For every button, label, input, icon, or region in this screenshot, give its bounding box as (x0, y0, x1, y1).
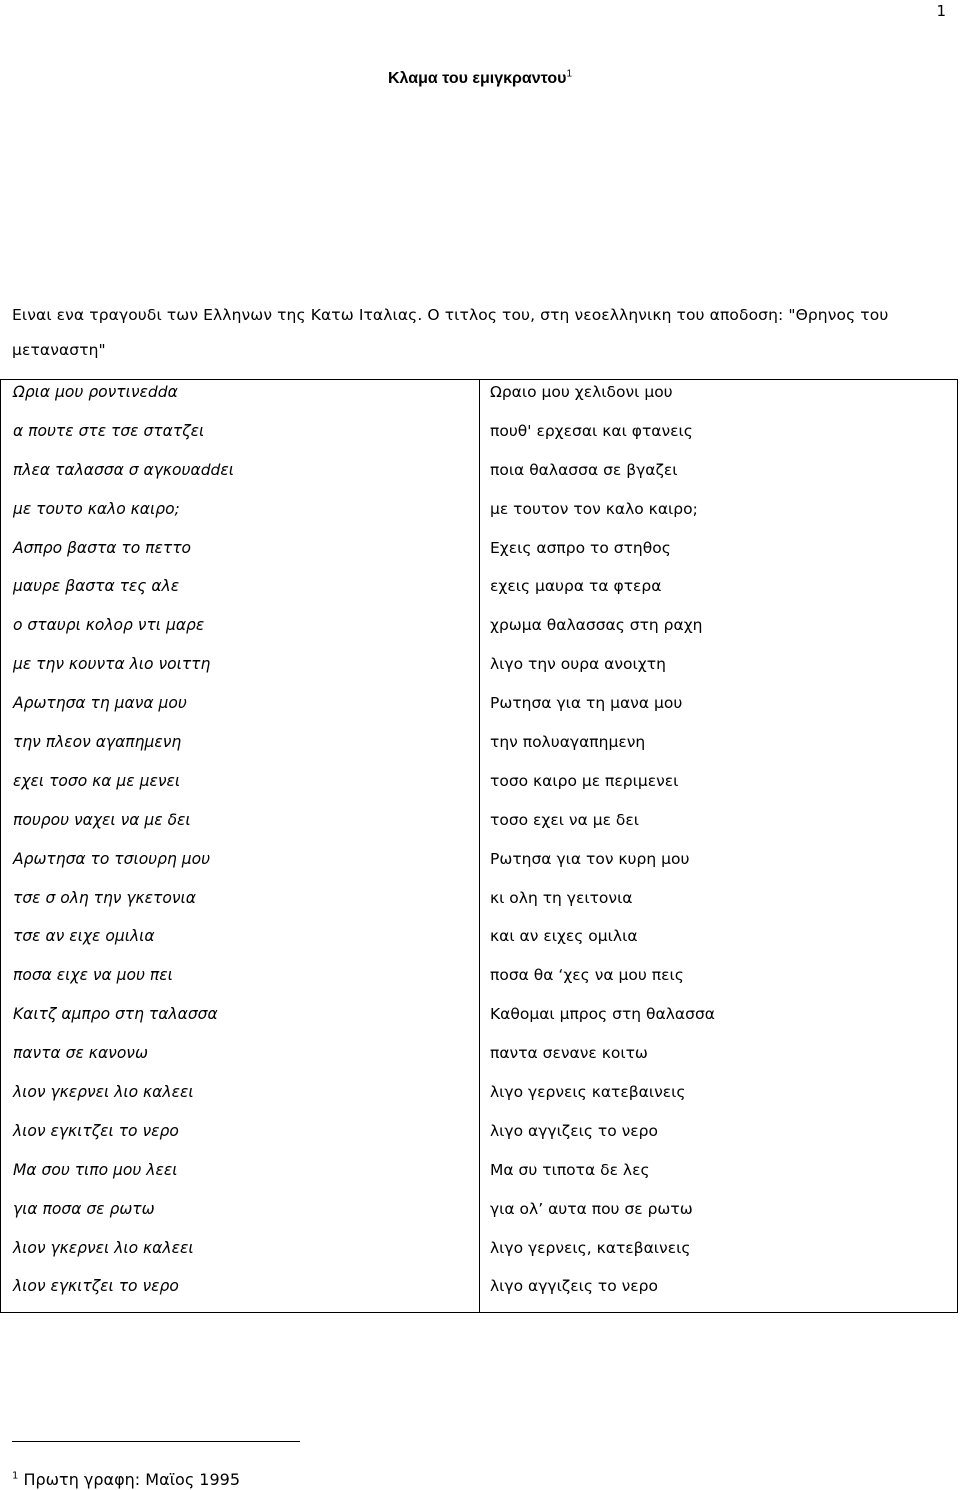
modern-verse-line: Καθομαι μπρος στη θαλασσα (490, 1005, 715, 1024)
dialect-verse-line: τσε σ ολη την γκετονια (13, 888, 196, 907)
dialect-verse-line: λιον γκερνει λιο καλεει (13, 1083, 194, 1102)
footnote-text: Πρωτη γραφη: Μαϊος 1995 (23, 1470, 241, 1489)
dialect-verse-line: με την κουντα λιο νοιττη (13, 655, 211, 674)
dialect-verse-line: λιον γκερνει λιο καλεει (13, 1238, 194, 1257)
modern-verse-line: ποσα θα ‘χες να μου πεις (490, 966, 684, 985)
modern-greek-column (490, 382, 950, 1315)
modern-verse-line: Εχεις ασπρο το στηθος (490, 538, 671, 557)
modern-verse-line: με τουτον τον καλο καιρο; (490, 499, 698, 518)
modern-verse-line: εχεις μαυρα τα φτερα (490, 577, 662, 596)
modern-verse-line: και αν ειχες ομιλια (490, 927, 638, 946)
dialect-verse-line: λιον εγκιτζει το νερο (13, 1121, 179, 1140)
poem-table (0, 379, 958, 1313)
modern-verse-line: για ολ’ αυτα που σε ρωτω (490, 1199, 693, 1218)
dialect-column (13, 382, 473, 1315)
footnote-separator (12, 1441, 300, 1442)
footnote-marker: 1 (12, 1470, 19, 1482)
dialect-verse-line: πουρου ναχει να με δει (13, 810, 191, 829)
document-title (0, 70, 960, 88)
modern-verse-line: λιγο αγγιζεις το νερο (490, 1277, 658, 1296)
dialect-verse-line: λιον εγκιτζει το νερο (13, 1277, 179, 1296)
dialect-verse-line: Αρωτησα το τσιουρη μου (13, 849, 211, 868)
modern-verse-line: Ωραιο μου χελιδονι μου (490, 383, 673, 401)
modern-verse-line: πουθ' ερχεσαι και φτανεις (490, 421, 693, 440)
modern-verse-line: κι ολη τη γειτονια (490, 888, 633, 907)
modern-verse-line: την πολυαγαπημενη (490, 733, 646, 752)
modern-verse-line: Μα συ τιποτα δε λες (490, 1160, 650, 1179)
page-number: 1 (936, 2, 946, 20)
dialect-verse-line: ποσα ειχε να μου πει (13, 966, 173, 985)
title-footnote-marker[interactable]: 1 (566, 68, 572, 80)
modern-verse-line: παντα σενανε κοιτω (490, 1044, 648, 1063)
dialect-verse-line: Μα σου τιπο μου λεει (13, 1160, 178, 1179)
dialect-verse-line: για ποσα σε ρωτω (13, 1199, 155, 1218)
dialect-verse-line: α πουτε στε τσε στατζει (13, 421, 205, 440)
intro-paragraph: Ειναι ενα τραγουδι των Ελληνων της Κατω Ιταλιας. Ο τιτλος του, στη νεοελληνικη του αποδοση: "Θρηνος του μεταναστη" (12, 306, 889, 359)
footnote (12, 1470, 240, 1489)
modern-verse-line: Ρωτησα για τον κυρη μου (490, 849, 690, 868)
dialect-verse-line: μαυρε βαστα τες αλε (13, 577, 180, 596)
poem-column-divider (479, 380, 480, 1312)
dialect-verse-line: παντα σε κανονω (13, 1044, 148, 1063)
dialect-verse-line: πλεα ταλασσα σ αγκουαddει (13, 460, 235, 479)
modern-verse-line: ποια θαλασσα σε βγαζει (490, 460, 678, 479)
dialect-verse-line: με τουτο καλο καιρο; (13, 499, 180, 518)
dialect-verse-line: Καιτζ αμπρο στη ταλασσα (13, 1005, 218, 1024)
dialect-verse-line: Αρωτησα τη μανα μου (13, 694, 187, 713)
modern-verse-line: χρωμα θαλασσας στη ραχη (490, 616, 703, 635)
modern-verse-line: λιγο γερνεις κατεβαινεις (490, 1083, 686, 1102)
modern-verse-line: Ρωτησα για τη μανα μου (490, 694, 683, 713)
dialect-verse-line: Ωρια μου ροντινεddα (13, 383, 178, 401)
modern-verse-line: τοσο καιρο με περιμενει (490, 771, 679, 790)
dialect-verse-line: Ασπρο βαστα το πεττο (13, 538, 192, 557)
modern-verse-line: λιγο αγγιζεις το νερο (490, 1121, 658, 1140)
dialect-verse-line: την πλεον αγαπημενη (13, 733, 182, 752)
dialect-verse-line: τσε αν ειχε ομιλια (13, 927, 155, 946)
title-text: Κλαμα του εμιγκραντου (387, 70, 567, 87)
dialect-verse-line: ο σταυρι κολορ ντι μαρε (13, 616, 205, 635)
dialect-verse-line: εχει τοσο κα με μενει (13, 771, 181, 790)
modern-verse-line: λιγο την ουρα ανοιχτη (490, 655, 666, 674)
modern-verse-line: λιγο γερνεις, κατεβαινεις (490, 1238, 691, 1257)
modern-verse-line: τοσο εχει να με δει (490, 810, 640, 829)
